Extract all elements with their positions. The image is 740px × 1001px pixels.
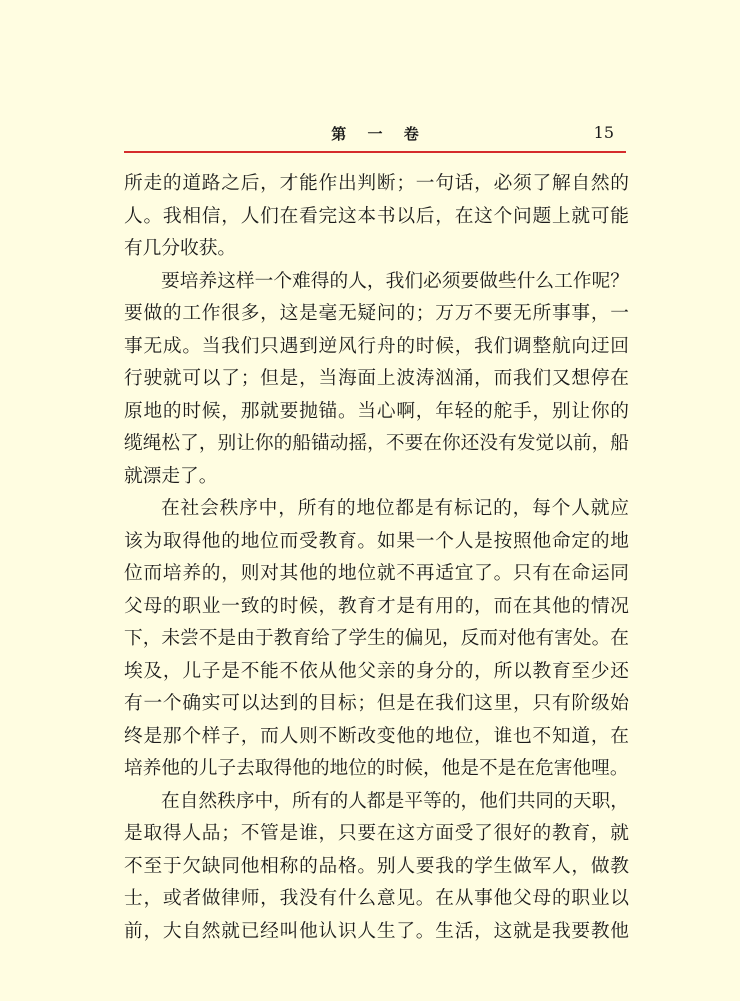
- text-line: 位而培养的，则对其他的地位就不再适宜了。只有在命运同: [124, 563, 629, 584]
- text-line: 所走的道路之后，才能作出判断；一句话，必须了解自然的: [124, 173, 629, 194]
- text-line: 缆绳松了，别让你的船锚动摇，不要在你还没有发觉以前，船: [124, 433, 629, 454]
- text-line: 行驶就可以了；但是，当海面上波涛汹涌，而我们又想停在: [124, 368, 629, 389]
- text-line: 要做的工作很多，这是毫无疑问的；万万不要无所事事，一: [124, 303, 629, 324]
- text-line: 下，未尝不是由于教育给了学生的偏见，反而对他有害处。在: [124, 628, 629, 649]
- text-line: 士，或者做律师，我没有什么意见。在从事他父母的职业以: [124, 888, 629, 909]
- text-line: 该为取得他的地位而受教育。如果一个人是按照他命定的地: [124, 530, 629, 552]
- text-line: 要培养这样一个难得的人，我们必须要做些什么工作呢？: [161, 270, 629, 292]
- text-line: 事无成。当我们只遇到逆风行舟的时候，我们调整航向迂回: [124, 335, 629, 357]
- text-line: 前，大自然就已经叫他认识人生了。生活，这就是我要教他: [124, 920, 629, 942]
- chapter-title: 第 一 卷: [331, 125, 427, 143]
- text-line: 埃及，儿子是不能不依从他父亲的身分的，所以教育至少还: [124, 660, 629, 682]
- text-line: 在社会秩序中，所有的地位都是有标记的，每个人就应: [161, 498, 629, 519]
- text-line: 培养他的儿子去取得他的地位的时候，他是不是在危害他哩。: [124, 758, 629, 779]
- text-line: 有一个确实可以达到的目标；但是在我们这里，只有阶级始: [124, 693, 629, 714]
- text-line: 不至于欠缺同他相称的品格。别人要我的学生做军人，做教: [124, 855, 629, 877]
- text-line: 在自然秩序中，所有的人都是平等的，他们共同的天职，: [161, 790, 629, 812]
- page-number: 15: [593, 123, 614, 142]
- text-line: 是取得人品；不管是谁，只要在这方面受了很好的教育，就: [124, 823, 629, 844]
- text-line: 人。我相信，人们在看完这本书以后，在这个问题上就可能: [124, 205, 629, 227]
- text-line: 原地的时候，那就要抛锚。当心啊，年轻的舵手，别让你的: [124, 400, 629, 422]
- text-line: 终是那个样子，而人则不断改变他的地位，谁也不知道，在: [124, 725, 629, 747]
- text-line: 有几分收获。: [124, 238, 237, 259]
- text-line: 就漂走了。: [124, 465, 218, 487]
- text-line: 父母的职业一致的时候，教育才是有用的，而在其他的情况: [124, 595, 629, 617]
- header-divider: [124, 151, 626, 153]
- body-text: [124, 168, 629, 948]
- running-header: [124, 118, 626, 148]
